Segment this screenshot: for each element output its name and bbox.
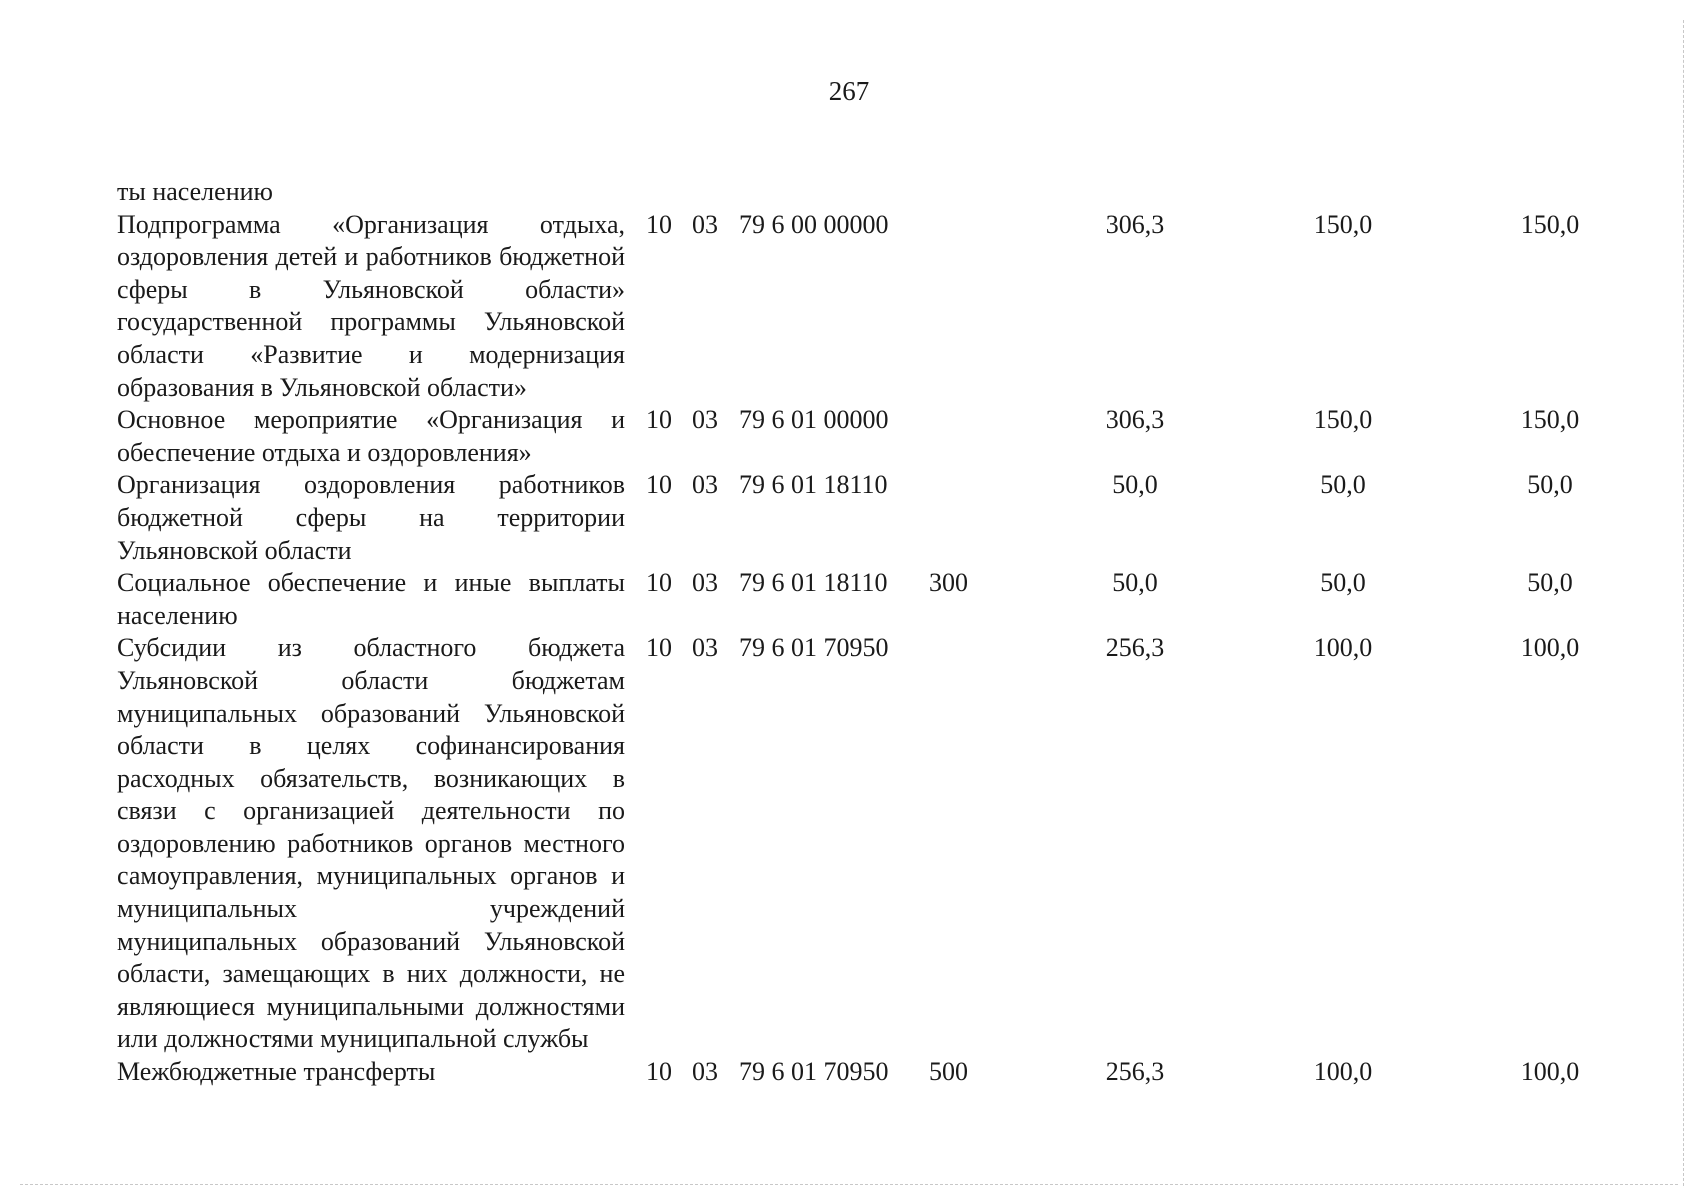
amount-year-3: 50,0 — [1527, 470, 1573, 500]
table-row — [117, 1056, 1580, 1089]
row-name: Подпрограмма «Организация отдыха, оздоровления детей и работников бюджетной сферы в Ульяновской области» государственной программы Ульяновской области «Развитие и модернизация образования в Ульяновской области» — [117, 209, 625, 402]
table-row — [117, 404, 1580, 469]
target-article-code: 79 6 00 00000 — [739, 209, 889, 239]
subsection-code: 03 — [692, 633, 718, 663]
amount-year-1: 306,3 — [1105, 209, 1165, 239]
target-article-code: 79 6 01 00000 — [739, 405, 889, 435]
amount-year-3: 150,0 — [1520, 209, 1580, 239]
amount-year-3: 100,0 — [1520, 1057, 1580, 1087]
expense-type-code: 300 — [929, 568, 968, 598]
amount-year-2: 150,0 — [1313, 405, 1373, 435]
amount-year-3: 150,0 — [1520, 405, 1580, 435]
page-number: 267 — [828, 76, 870, 106]
row-name: ты населению — [117, 177, 273, 206]
target-article-code: 79 6 01 70950 — [739, 633, 889, 663]
amount-year-2: 100,0 — [1313, 1057, 1373, 1087]
section-code: 10 — [646, 568, 672, 598]
target-article-code: 79 6 01 70950 — [739, 1057, 889, 1087]
amount-year-1: 256,3 — [1105, 1057, 1165, 1087]
row-name: Организация оздоровления работников бюджетной сферы на территории Ульяновской области — [117, 470, 625, 565]
amount-year-1: 50,0 — [1112, 568, 1158, 598]
subsection-code: 03 — [692, 209, 718, 239]
table-row — [117, 632, 1580, 1056]
amount-year-2: 100,0 — [1313, 633, 1373, 663]
amount-year-1: 50,0 — [1112, 470, 1158, 500]
subsection-code: 03 — [692, 1057, 718, 1087]
table-row — [117, 209, 1580, 405]
row-name: Субсидии из областного бюджета Ульяновской области бюджетам муниципальных образований Ульяновской области в целях софинансирования расходных обязательств, возникающих в связи с организацией деятельности по оздоровлению работников органов местного самоуправления, муниципальных органов и муниципальных учреждений муниципальных образований Ульяновской области, замещающих в них должности, не являющиеся муниципальными должностями или должностями муниципальной службы — [117, 633, 625, 1054]
section-code: 10 — [646, 209, 672, 239]
table-row — [117, 567, 1573, 632]
table-row — [117, 469, 1573, 567]
amount-year-1: 306,3 — [1105, 405, 1165, 435]
table-row — [117, 176, 1557, 209]
amount-year-3: 100,0 — [1520, 633, 1580, 663]
row-name: Основное мероприятие «Организация и обеспечение отдыха и оздоровления» — [117, 405, 625, 467]
target-article-code: 79 6 01 18110 — [739, 568, 888, 598]
row-name: Межбюджетные трансферты — [117, 1057, 436, 1087]
subsection-code: 03 — [692, 405, 718, 435]
amount-year-3: 50,0 — [1527, 568, 1573, 598]
section-code: 10 — [646, 633, 672, 663]
subsection-code: 03 — [692, 470, 718, 500]
budget-table — [117, 176, 1580, 1089]
amount-year-1: 256,3 — [1105, 633, 1165, 663]
subsection-code: 03 — [692, 568, 718, 598]
scan-edge-bottom — [20, 1184, 1678, 1185]
section-code: 10 — [646, 1057, 672, 1087]
section-code: 10 — [646, 470, 672, 500]
section-code: 10 — [646, 405, 672, 435]
scan-edge-right — [1683, 20, 1684, 1186]
row-name: Социальное обеспечение и иные выплаты населению — [117, 568, 625, 630]
target-article-code: 79 6 01 18110 — [739, 470, 888, 500]
amount-year-2: 50,0 — [1320, 568, 1366, 598]
amount-year-2: 150,0 — [1313, 209, 1373, 239]
expense-type-code: 500 — [929, 1057, 968, 1087]
amount-year-2: 50,0 — [1320, 470, 1366, 500]
